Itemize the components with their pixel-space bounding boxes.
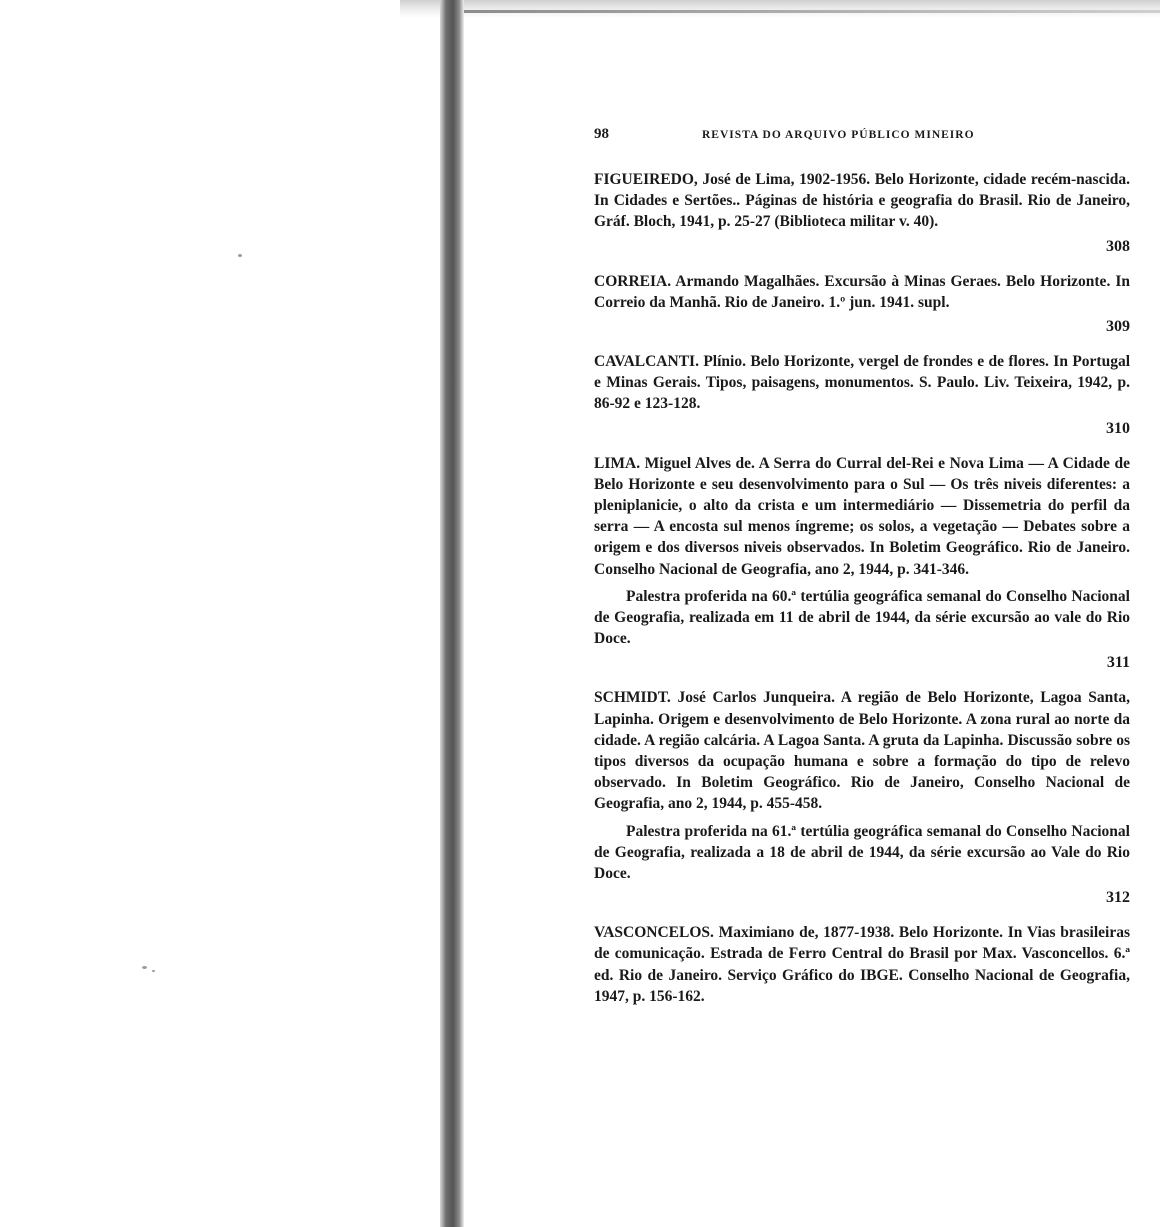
- running-head: [594, 126, 1130, 143]
- bibliography-entry: [594, 169, 1130, 257]
- entry-number: 311: [1106, 654, 1130, 672]
- page-top-edge: [400, 0, 1160, 18]
- entry-note: Palestra proferida na 61.ª tertúlia geográfica semanal do Conselho Nacional de Geografia, realizada a 18 de abril de 1944, da série excursão ao Vale do Rio Doce.: [594, 822, 1130, 883]
- bibliography-entry: [594, 687, 1130, 908]
- entry-number: 309: [1106, 318, 1130, 336]
- entry-text: Plínio. Belo Horizonte, vergel de frondes e de flores. In Portugal e Minas Gerais. Tipos, paisagens, monumentos. S. Paulo. Liv. Teixeira, 1942, p. 86-92 e 123-128.: [594, 353, 1131, 413]
- page-number: 98: [594, 126, 609, 142]
- entry-author: CAVALCANTI.: [594, 353, 699, 371]
- page-speck: [152, 970, 155, 972]
- entry-number: 310: [1106, 419, 1130, 437]
- entry-text: José Carlos Junqueira. A região de Belo Horizonte, Lagoa Santa, Lapinha. Origem e desenvolvimento de Belo Horizonte. A zona rural ao norte da cidade. A região calcária. A Lagoa Santa. A gruta da Lapinha. Discussão sobre os tipos diversos da ocupação humana e sobre a formação do tipo de relevo observado. In Boletim Geográfico. Rio de Janeiro, Conselho Nacional de Geografia, ano 2, 1944, p. 455-458.: [594, 689, 1130, 813]
- entry-text: Miguel Alves de. A Serra do Curral del-Rei e Nova Lima — A Cidade de Belo Horizonte e seu desenvolvimento para o Sul — Os três niveis diferentes: a pleniplanicie, o alto da crista e um intermediário — Dissemetria do perfil da serra — A encosta sul menos íngreme; os solos, a vegetação — Debates sobre a origem e dos diversos niveis observados. In Boletim Geográfico. Rio de Janeiro. Conselho Nacional de Geografia, ano 2, 1944, p. 341-346.: [594, 454, 1130, 578]
- bibliography-entry: [594, 271, 1130, 337]
- blank-left-page: [0, 0, 440, 1227]
- entry-text: Maximiano de, 1877-1938. Belo Horizonte. In Vias brasileiras de comunicação. Estrada de Ferro Central do Brasil por Max. Vasconcellos. 6.ª ed. Rio de Janeiro. Serviço Gráfico do IBGE. Conselho Nacional de Geografia, 1947, p. 156-162.: [594, 924, 1130, 1005]
- page-top-edge-line: [440, 10, 1160, 13]
- entry-number: 312: [1106, 889, 1130, 907]
- entry-body: [594, 271, 1130, 313]
- bibliography-entry: [594, 351, 1130, 439]
- entry-body: [594, 922, 1130, 1007]
- bibliography-entry: [594, 453, 1130, 674]
- entry-text: Armando Magalhães. Excursão à Minas Geraes. Belo Horizonte. In Correio da Manhã. Rio de Janeiro. 1.º jun. 1941. supl.: [594, 272, 1130, 311]
- entry-author: FIGUEIREDO,: [594, 171, 698, 188]
- page-speck: [142, 966, 147, 969]
- bibliography-entry: [594, 922, 1130, 1007]
- entry-author: CORREIA.: [594, 272, 672, 290]
- entry-text: José de Lima, 1902-1956. Belo Horizonte, cidade recém-nascida. In Cidades e Sertões.. Páginas de história e geografia do Brasil. Rio de Janeiro, Gráf. Bloch, 1941, p. 25-27 (Biblioteca militar v. 40).: [594, 171, 1131, 231]
- entry-author: LIMA.: [594, 454, 641, 472]
- entry-author: VASCONCELOS.: [594, 924, 714, 942]
- entry-number: 308: [1106, 237, 1130, 255]
- entry-body: [594, 169, 1130, 233]
- entry-body: [594, 687, 1130, 814]
- page-speck: [238, 254, 242, 257]
- book-binding-gutter: [440, 0, 464, 1227]
- entry-note: Palestra proferida na 60.ª tertúlia geográfica semanal do Conselho Nacional de Geografia, realizada em 11 de abril de 1944, da série excursão ao vale do Rio Doce.: [594, 587, 1130, 648]
- journal-title: REVISTA DO ARQUIVO PÚBLICO MINEIRO: [702, 129, 975, 141]
- entry-body: [594, 351, 1130, 415]
- right-page-text: [594, 126, 1130, 1007]
- entry-body: [594, 453, 1130, 580]
- entry-author: SCHMIDT.: [594, 689, 671, 707]
